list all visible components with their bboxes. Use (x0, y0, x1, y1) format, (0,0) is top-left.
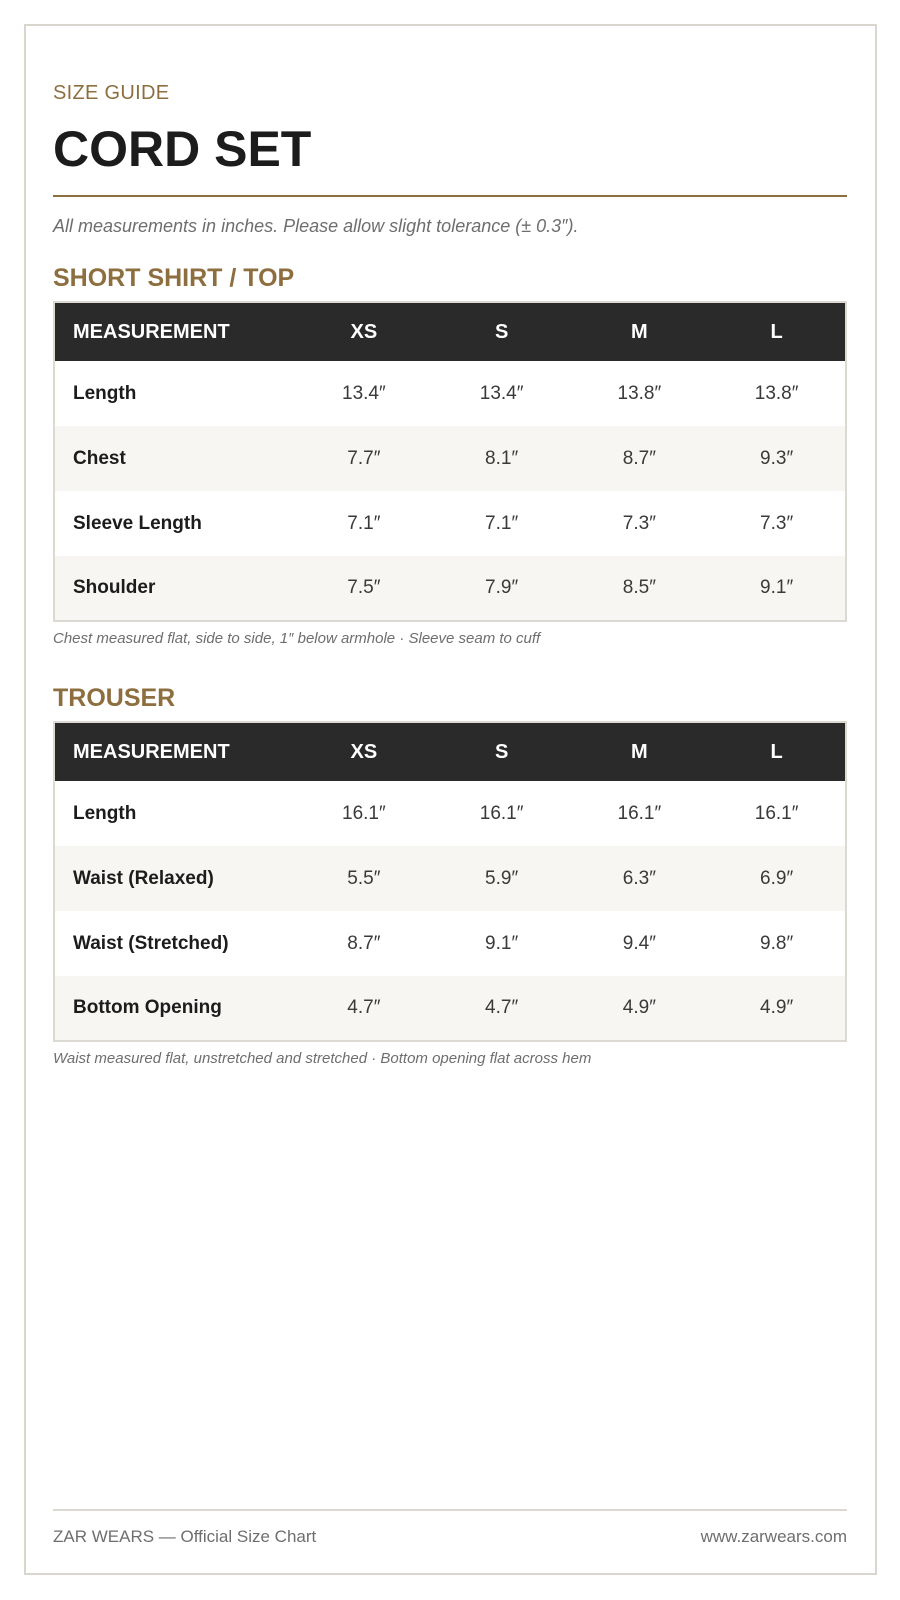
column-header-s: S (494, 320, 509, 343)
table-row (54, 911, 846, 976)
table-cell: 7.7″ (347, 447, 381, 469)
table-cell: 8.7″ (622, 447, 656, 469)
table-cell: 7.1″ (485, 512, 519, 534)
row-label: Waist (Relaxed) (73, 867, 214, 889)
row-label: Bottom Opening (73, 997, 222, 1018)
table-row (54, 426, 846, 491)
eyebrow-label: SIZE GUIDE (53, 82, 170, 104)
trouser-section-title: TROUSER (53, 684, 176, 712)
row-label: Waist (Stretched) (73, 932, 229, 954)
row-label: Length (73, 382, 137, 404)
footer-brand: ZAR WEARS — Official Size Chart (53, 1527, 317, 1546)
table-cell: 5.5″ (347, 867, 381, 889)
column-header-l: L (770, 320, 783, 343)
trouser-caption: Waist measured flat, unstretched and stretched · Bottom opening flat across hem (53, 1050, 592, 1067)
shirt-caption: Chest measured flat, side to side, 1″ below armhole · Sleeve seam to cuff (53, 630, 541, 647)
row-label: Chest (73, 447, 126, 469)
trouser-size-table (53, 721, 847, 1042)
page-title: CORD SET (53, 121, 312, 177)
table-cell: 8.5″ (622, 577, 656, 598)
footer-website-link[interactable]: www.zarwears.com (700, 1527, 847, 1546)
table-cell: 13.4″ (342, 382, 386, 404)
table-cell: 4.9″ (760, 997, 794, 1018)
table-header-row (54, 722, 846, 781)
table-cell: 13.8″ (617, 382, 662, 404)
column-header-s: S (494, 740, 509, 763)
row-label: Length (73, 802, 137, 824)
measurement-note: All measurements in inches. Please allow slight tolerance (± 0.3″). (53, 216, 579, 236)
column-header-xs: XS (350, 740, 378, 763)
table-row (54, 976, 846, 1041)
table-cell: 9.1″ (485, 932, 519, 954)
table-row (54, 361, 846, 426)
column-header-measurement: MEASUREMENT (73, 320, 230, 343)
table-cell: 16.1″ (617, 802, 662, 824)
row-label: Sleeve Length (73, 512, 202, 534)
table-cell: 4.7″ (485, 997, 519, 1018)
table-cell: 4.7″ (347, 997, 381, 1018)
table-cell: 8.7″ (347, 932, 381, 954)
title-divider (53, 195, 847, 197)
table-cell: 9.8″ (760, 932, 794, 954)
table-cell: 9.1″ (760, 577, 794, 598)
table-cell: 9.3″ (760, 447, 794, 469)
table-cell: 7.5″ (347, 577, 381, 598)
table-cell: 4.9″ (622, 997, 656, 1018)
table-cell: 7.9″ (485, 577, 519, 598)
row-label: Shoulder (73, 577, 156, 598)
column-header-l: L (770, 740, 783, 763)
table-cell: 9.4″ (622, 932, 656, 954)
table-row (54, 491, 846, 556)
column-header-m: M (631, 740, 648, 763)
table-cell: 7.1″ (347, 512, 381, 534)
table-cell: 6.3″ (622, 867, 656, 889)
column-header-measurement: MEASUREMENT (73, 740, 230, 763)
table-row (54, 556, 846, 621)
table-cell: 16.1″ (342, 802, 386, 824)
table-cell: 13.8″ (754, 382, 799, 404)
table-cell: 7.3″ (622, 512, 656, 534)
table-cell: 5.9″ (485, 867, 519, 889)
shirt-section-title: SHORT SHIRT / TOP (53, 264, 295, 292)
footer-divider (53, 1509, 847, 1511)
table-cell: 13.4″ (479, 382, 524, 404)
column-header-m: M (631, 320, 648, 343)
table-cell: 16.1″ (754, 802, 799, 824)
table-cell: 7.3″ (760, 512, 794, 534)
shirt-size-table (53, 301, 847, 622)
table-cell: 8.1″ (485, 447, 519, 469)
table-header-row (54, 302, 846, 361)
table-cell: 16.1″ (479, 802, 524, 824)
column-header-xs: XS (350, 320, 378, 343)
table-row (54, 846, 846, 911)
table-row (54, 781, 846, 846)
table-cell: 6.9″ (760, 867, 794, 889)
